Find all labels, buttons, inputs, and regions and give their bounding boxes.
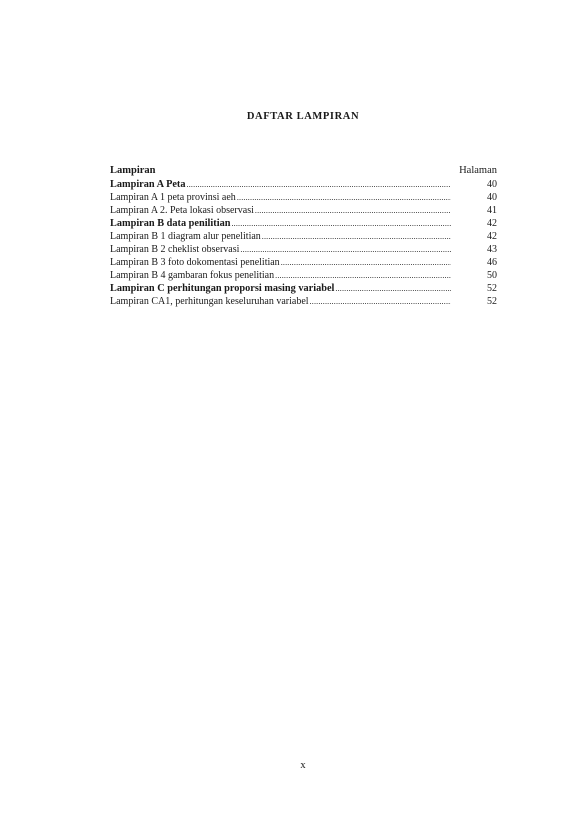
toc-entry-label: Lampiran A 2. Peta lokasi observasi: [110, 205, 254, 216]
toc-header-lampiran: Lampiran: [110, 165, 156, 176]
toc-dot-leader: [262, 230, 451, 243]
toc-entry: [110, 243, 497, 256]
toc-dot-leader: [275, 269, 451, 282]
toc-entry-page: 52: [487, 283, 497, 294]
page-number: x: [300, 760, 306, 771]
toc-dot-leader: [240, 243, 451, 256]
table-of-appendices: [110, 164, 497, 308]
toc-dot-leader: [281, 256, 451, 269]
toc-entry-page: 40: [487, 179, 497, 190]
toc-dot-leader: [237, 191, 451, 204]
toc-entries: [110, 178, 497, 308]
toc-dot-leader: [231, 217, 451, 230]
toc-header-halaman: Halaman: [459, 165, 497, 176]
page-title: DAFTAR LAMPIRAN: [246, 111, 360, 122]
toc-entry: [110, 217, 497, 230]
toc-entry: [110, 282, 497, 295]
toc-entry-label: Lampiran B 2 cheklist observasi: [110, 244, 240, 255]
toc-entry: [110, 191, 497, 204]
toc-entry-page: 41: [487, 205, 497, 216]
toc-entry: [110, 295, 497, 308]
toc-entry-label: Lampiran C perhitungan proporsi masing variabel: [110, 283, 335, 294]
toc-header: [110, 164, 497, 178]
toc-entry: [110, 230, 497, 243]
toc-entry: [110, 256, 497, 269]
toc-dot-leader: [335, 282, 451, 295]
toc-entry-page: 46: [487, 257, 497, 268]
toc-entry-page: 52: [487, 296, 497, 307]
toc-entry-label: Lampiran B 1 diagram alur penelitian: [110, 231, 261, 242]
toc-entry-page: 43: [487, 244, 497, 255]
toc-entry-page: 40: [487, 192, 497, 203]
toc-entry-label: Lampiran CA1, perhitungan keseluruhan variabel: [110, 296, 309, 307]
toc-entry-page: 42: [487, 218, 497, 229]
toc-entry: [110, 178, 497, 191]
toc-entry-label: Lampiran B data penilitian: [110, 218, 231, 229]
toc-entry-label: Lampiran B 3 foto dokomentasi penelitian: [110, 257, 280, 268]
toc-entry: [110, 269, 497, 282]
toc-entry-page: 42: [487, 231, 497, 242]
toc-dot-leader: [187, 178, 451, 191]
toc-dot-leader: [255, 204, 451, 217]
toc-entry-label: Lampiran A 1 peta provinsi aeh: [110, 192, 236, 203]
toc-entry-label: Lampiran B 4 gambaran fokus penelitian: [110, 270, 275, 281]
toc-entry-label: Lampiran A Peta: [110, 179, 186, 190]
toc-dot-leader: [310, 295, 451, 308]
toc-entry: [110, 204, 497, 217]
toc-entry-page: 50: [487, 270, 497, 281]
